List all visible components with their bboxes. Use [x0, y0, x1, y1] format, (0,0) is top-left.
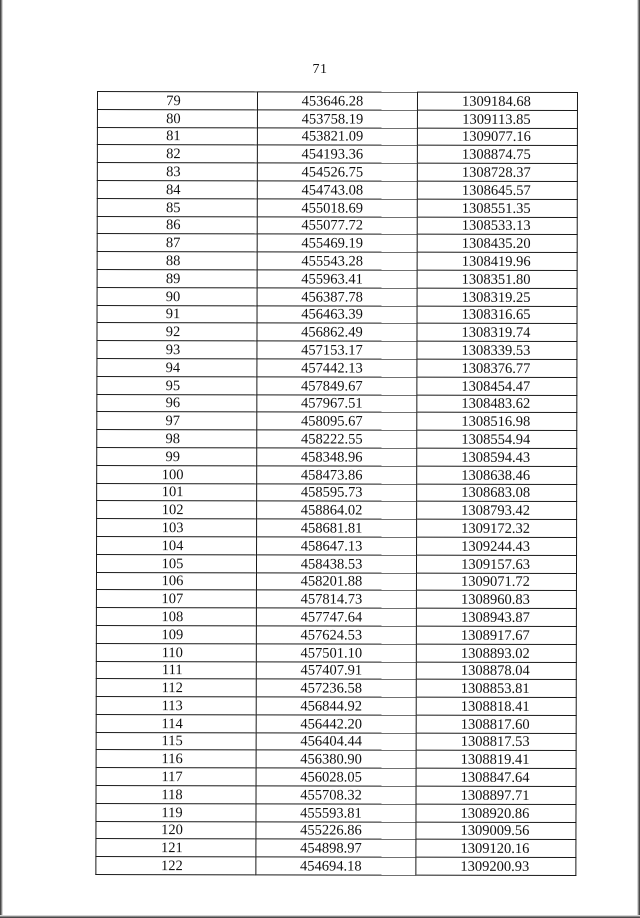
table-row: [97, 412, 577, 431]
table-row: [96, 768, 576, 787]
table-row: [97, 198, 577, 217]
table-row: [96, 839, 576, 858]
point-number-cell: 92: [97, 323, 257, 341]
y-coordinate-cell: 1308960.83: [416, 590, 576, 608]
y-coordinate-cell: 1308419.96: [417, 252, 577, 270]
table-row: [97, 305, 577, 324]
y-coordinate-cell: 1308516.98: [417, 413, 577, 431]
x-coordinate-cell: 458595.73: [257, 483, 417, 501]
table-row: [97, 358, 577, 377]
point-number-cell: 93: [97, 341, 257, 359]
y-coordinate-cell: 1308878.04: [416, 662, 576, 680]
point-number-cell: 84: [97, 180, 257, 198]
point-number-cell: 116: [96, 750, 256, 768]
point-number-cell: 81: [97, 127, 257, 145]
y-coordinate-cell: 1308319.25: [417, 288, 577, 306]
point-number-cell: 101: [97, 483, 257, 501]
x-coordinate-cell: 454694.18: [256, 857, 416, 875]
x-coordinate-cell: 454743.08: [257, 181, 417, 199]
y-coordinate-cell: 1308793.42: [417, 501, 577, 519]
y-coordinate-cell: 1308319.74: [417, 324, 577, 342]
table-row: [96, 625, 576, 644]
x-coordinate-cell: 457407.91: [256, 661, 416, 679]
point-number-cell: 121: [96, 839, 256, 857]
point-number-cell: 94: [97, 358, 257, 376]
y-coordinate-cell: 1308847.64: [416, 768, 576, 786]
x-coordinate-cell: 456028.05: [256, 768, 416, 786]
table-row: [97, 92, 577, 111]
y-coordinate-cell: 1309009.56: [416, 822, 576, 840]
table-row: [96, 554, 576, 573]
point-number-cell: 110: [96, 643, 256, 661]
x-coordinate-cell: 455469.19: [257, 234, 417, 252]
table-row: [97, 163, 577, 182]
point-number-cell: 109: [96, 625, 256, 643]
point-number-cell: 91: [97, 305, 257, 323]
x-coordinate-cell: 454898.97: [256, 839, 416, 857]
x-coordinate-cell: 458348.96: [257, 448, 417, 466]
x-coordinate-cell: 457624.53: [256, 626, 416, 644]
table-row: [97, 145, 577, 164]
y-coordinate-cell: 1308920.86: [416, 804, 576, 822]
point-number-cell: 90: [97, 287, 257, 305]
table-row: [96, 821, 576, 840]
point-number-cell: 115: [96, 732, 256, 750]
x-coordinate-cell: 457814.73: [256, 590, 416, 608]
x-coordinate-cell: 458681.81: [257, 519, 417, 537]
y-coordinate-cell: 1308554.94: [417, 430, 577, 448]
y-coordinate-cell: 1308594.43: [417, 448, 577, 466]
table-row: [96, 732, 576, 751]
point-number-cell: 108: [96, 608, 256, 626]
point-number-cell: 120: [96, 821, 256, 839]
x-coordinate-cell: 456463.39: [257, 305, 417, 323]
y-coordinate-cell: 1308316.65: [417, 306, 577, 324]
y-coordinate-cell: 1308645.57: [417, 181, 577, 199]
y-coordinate-cell: 1309200.93: [416, 857, 576, 875]
x-coordinate-cell: 456442.20: [256, 715, 416, 733]
table-row: [97, 341, 577, 360]
y-coordinate-cell: 1308917.67: [416, 626, 576, 644]
page-number: 71: [312, 62, 328, 77]
x-coordinate-cell: 455963.41: [257, 270, 417, 288]
table-row: [96, 803, 576, 822]
point-number-cell: 100: [97, 465, 257, 483]
table-row: [97, 376, 577, 395]
coordinates-table: [95, 91, 578, 876]
point-number-cell: 83: [97, 163, 257, 181]
point-number-cell: 96: [97, 394, 257, 412]
point-number-cell: 113: [96, 697, 256, 715]
y-coordinate-cell: 1309120.16: [416, 840, 576, 858]
point-number-cell: 118: [96, 786, 256, 804]
point-number-cell: 111: [96, 661, 256, 679]
point-number-cell: 114: [96, 714, 256, 732]
y-coordinate-cell: 1309077.16: [417, 128, 577, 146]
point-number-cell: 105: [96, 554, 256, 572]
x-coordinate-cell: 457747.64: [256, 608, 416, 626]
table-row: [97, 216, 577, 235]
table-row: [96, 857, 576, 876]
point-number-cell: 98: [97, 430, 257, 448]
point-number-cell: 87: [97, 234, 257, 252]
table-row: [97, 430, 577, 449]
x-coordinate-cell: 455593.81: [256, 804, 416, 822]
y-coordinate-cell: 1308339.53: [417, 341, 577, 359]
table-row: [96, 714, 576, 733]
point-number-cell: 106: [96, 572, 256, 590]
y-coordinate-cell: 1308551.35: [417, 199, 577, 217]
x-coordinate-cell: 457501.10: [256, 644, 416, 662]
table-row: [97, 394, 577, 413]
x-coordinate-cell: 453758.19: [257, 110, 417, 128]
x-coordinate-cell: 458647.13: [257, 537, 417, 555]
x-coordinate-cell: 457442.13: [257, 359, 417, 377]
table-row: [97, 252, 577, 271]
x-coordinate-cell: 455543.28: [257, 252, 417, 270]
x-coordinate-cell: 458201.88: [256, 572, 416, 590]
point-number-cell: 99: [97, 447, 257, 465]
coordinates-table-body: [96, 92, 578, 876]
x-coordinate-cell: 455708.32: [256, 786, 416, 804]
table-row: [96, 786, 576, 805]
x-coordinate-cell: 455077.72: [257, 216, 417, 234]
y-coordinate-cell: 1308376.77: [417, 359, 577, 377]
y-coordinate-cell: 1308435.20: [417, 235, 577, 253]
point-number-cell: 88: [97, 252, 257, 270]
table-row: [97, 501, 577, 520]
y-coordinate-cell: 1308817.53: [416, 733, 576, 751]
y-coordinate-cell: 1308533.13: [417, 217, 577, 235]
x-coordinate-cell: 453646.28: [257, 92, 417, 110]
x-coordinate-cell: 457849.67: [257, 377, 417, 395]
y-coordinate-cell: 1308853.81: [416, 679, 576, 697]
y-coordinate-cell: 1309244.43: [417, 537, 577, 555]
x-coordinate-cell: 456844.92: [256, 697, 416, 715]
point-number-cell: 79: [97, 92, 257, 110]
table-row: [97, 287, 577, 306]
table-row: [97, 447, 577, 466]
point-number-cell: 104: [97, 536, 257, 554]
x-coordinate-cell: 458864.02: [257, 501, 417, 519]
point-number-cell: 89: [97, 269, 257, 287]
table-row: [96, 643, 576, 662]
y-coordinate-cell: 1308818.41: [416, 697, 576, 715]
table-row: [96, 572, 576, 591]
point-number-cell: 103: [97, 519, 257, 537]
x-coordinate-cell: 457153.17: [257, 341, 417, 359]
table-row: [96, 679, 576, 698]
point-number-cell: 97: [97, 412, 257, 430]
x-coordinate-cell: 456380.90: [256, 750, 416, 768]
table-row: [97, 180, 577, 199]
table-row: [97, 323, 577, 342]
x-coordinate-cell: 455018.69: [257, 199, 417, 217]
x-coordinate-cell: 456404.44: [256, 733, 416, 751]
y-coordinate-cell: 1308817.60: [416, 715, 576, 733]
x-coordinate-cell: 454193.36: [257, 145, 417, 163]
y-coordinate-cell: 1308897.71: [416, 786, 576, 804]
table-row: [96, 697, 576, 716]
table-row: [96, 750, 576, 769]
x-coordinate-cell: 453821.09: [257, 127, 417, 145]
x-coordinate-cell: 458222.55: [257, 430, 417, 448]
y-coordinate-cell: 1309172.32: [417, 519, 577, 537]
y-coordinate-cell: 1308874.75: [417, 146, 577, 164]
y-coordinate-cell: 1308728.37: [417, 163, 577, 181]
table-row: [97, 483, 577, 502]
scan-edge-left: [0, 0, 3, 918]
y-coordinate-cell: 1308638.46: [417, 466, 577, 484]
point-number-cell: 82: [97, 145, 257, 163]
y-coordinate-cell: 1309113.85: [417, 110, 577, 128]
y-coordinate-cell: 1308454.47: [417, 377, 577, 395]
x-coordinate-cell: 454526.75: [257, 163, 417, 181]
x-coordinate-cell: 458095.67: [257, 412, 417, 430]
table-row: [96, 608, 576, 627]
table-row: [97, 536, 577, 555]
x-coordinate-cell: 455226.86: [256, 822, 416, 840]
y-coordinate-cell: 1308819.41: [416, 751, 576, 769]
y-coordinate-cell: 1309157.63: [416, 555, 576, 573]
y-coordinate-cell: 1308893.02: [416, 644, 576, 662]
point-number-cell: 119: [96, 803, 256, 821]
x-coordinate-cell: 457967.51: [257, 394, 417, 412]
point-number-cell: 86: [97, 216, 257, 234]
table-row: [97, 519, 577, 538]
point-number-cell: 122: [96, 857, 256, 875]
y-coordinate-cell: 1309184.68: [417, 92, 577, 110]
x-coordinate-cell: 457236.58: [256, 679, 416, 697]
x-coordinate-cell: 456387.78: [257, 288, 417, 306]
point-number-cell: 85: [97, 198, 257, 216]
table-row: [97, 109, 577, 128]
y-coordinate-cell: 1308683.08: [417, 484, 577, 502]
y-coordinate-cell: 1308483.62: [417, 395, 577, 413]
table-row: [97, 127, 577, 146]
y-coordinate-cell: 1308351.80: [417, 270, 577, 288]
point-number-cell: 80: [97, 109, 257, 127]
point-number-cell: 117: [96, 768, 256, 786]
point-number-cell: 112: [96, 679, 256, 697]
x-coordinate-cell: 456862.49: [257, 323, 417, 341]
table-row: [97, 234, 577, 253]
point-number-cell: 95: [97, 376, 257, 394]
table-row: [96, 661, 576, 680]
point-number-cell: 102: [97, 501, 257, 519]
x-coordinate-cell: 458438.53: [256, 555, 416, 573]
table-row: [97, 465, 577, 484]
y-coordinate-cell: 1309071.72: [416, 573, 576, 591]
table-row: [97, 269, 577, 288]
y-coordinate-cell: 1308943.87: [416, 608, 576, 626]
point-number-cell: 107: [96, 590, 256, 608]
x-coordinate-cell: 458473.86: [257, 466, 417, 484]
table-row: [96, 590, 576, 609]
